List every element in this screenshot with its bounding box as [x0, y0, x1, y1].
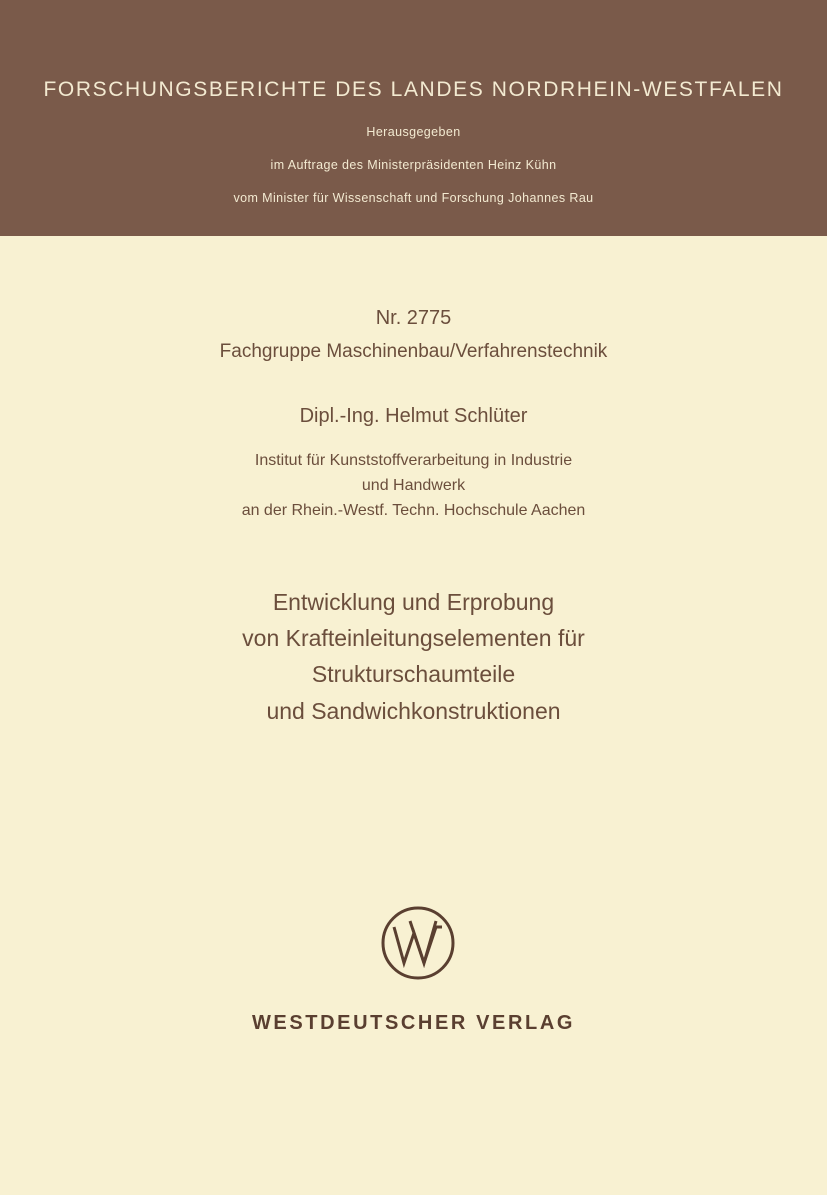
institute-line: Institut für Kunststoffverarbeitung in Industrie	[254, 452, 573, 469]
book-title-line: von Krafteinleitungselementen für	[242, 625, 585, 651]
subject-group: Fachgruppe Maschinenbau/Verfahrenstechnik	[219, 341, 608, 362]
editor-line: Herausgegeben	[366, 125, 461, 139]
wv-logo-icon	[380, 905, 456, 981]
issue-number: Nr. 2775	[375, 307, 452, 329]
commission-line: im Auftrage des Ministerpräsidenten Heinz Kühn	[270, 158, 557, 172]
book-title-line: Entwicklung und Erprobung	[272, 589, 555, 615]
institute-line: und Handwerk	[361, 477, 466, 494]
header-band	[0, 0, 827, 236]
series-title: FORSCHUNGSBERICHTE DES LANDES NORDRHEIN-WESTFALEN	[43, 78, 784, 101]
book-title-line: Strukturschaumteile	[311, 661, 516, 687]
book-title-line: und Sandwichkonstruktionen	[266, 698, 561, 724]
publisher-name: WESTDEUTSCHER VERLAG	[251, 1012, 576, 1034]
institute-line: an der Rhein.-Westf. Techn. Hochschule Aachen	[241, 502, 586, 519]
minister-line: vom Minister für Wissenschaft und Forschung Johannes Rau	[233, 191, 594, 205]
author-name: Dipl.-Ing. Helmut Schlüter	[299, 405, 528, 427]
